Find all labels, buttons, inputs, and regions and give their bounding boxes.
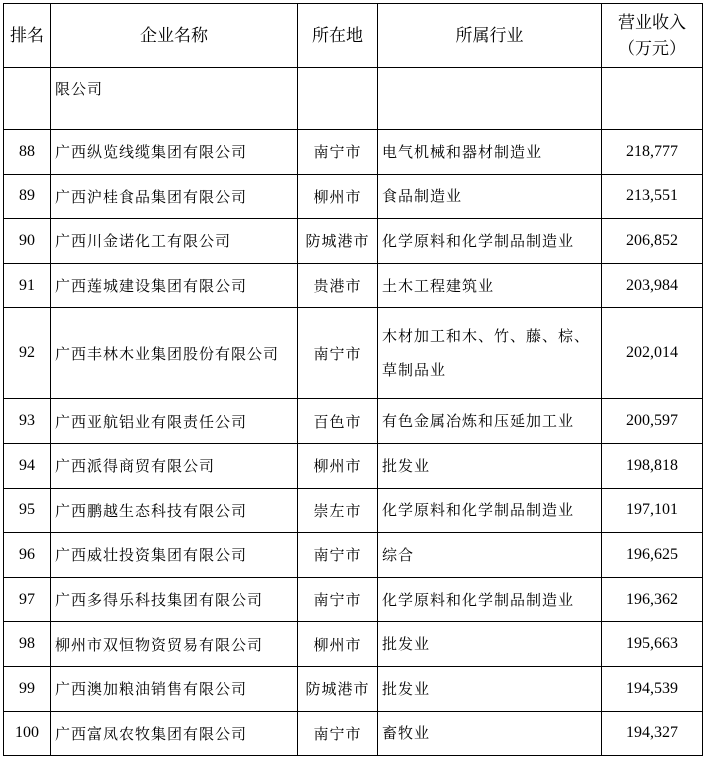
location-cell: 南宁市 (298, 308, 378, 399)
company-name-cell: 广西威壮投资集团有限公司 (51, 533, 298, 578)
revenue-cell: 200,597 (602, 399, 703, 444)
table-row (4, 533, 703, 578)
rank-cell: 90 (4, 219, 51, 264)
revenue-cell: 218,777 (602, 130, 703, 175)
location-cell: 百色市 (298, 399, 378, 444)
industry-cell: 批发业 (378, 622, 602, 667)
location-cell (298, 68, 378, 130)
company-name-cell: 广西纵览线缆集团有限公司 (51, 130, 298, 175)
continuation-row (4, 68, 703, 130)
industry-cell: 木材加工和木、竹、藤、棕、草制品业 (378, 308, 602, 399)
industry-cell (378, 68, 602, 130)
rank-cell: 89 (4, 174, 51, 219)
header-rank: 排名 (4, 4, 51, 68)
table-row (4, 219, 703, 264)
header-revenue (602, 4, 703, 68)
revenue-cell: 194,539 (602, 666, 703, 711)
industry-cell: 综合 (378, 533, 602, 578)
revenue-cell: 198,818 (602, 443, 703, 488)
table-row (4, 488, 703, 533)
rank-cell: 98 (4, 622, 51, 667)
company-name-cell: 广西亚航铝业有限责任公司 (51, 399, 298, 444)
header-revenue-line1: 营业收入 (618, 12, 686, 33)
table-row (4, 308, 703, 399)
industry-cell: 土木工程建筑业 (378, 263, 602, 308)
industry-cell: 化学原料和化学制品制造业 (378, 219, 602, 264)
location-cell: 防城港市 (298, 666, 378, 711)
rank-cell: 92 (4, 308, 51, 399)
revenue-cell: 195,663 (602, 622, 703, 667)
header-industry: 所属行业 (378, 4, 602, 68)
rank-cell: 95 (4, 488, 51, 533)
industry-cell: 批发业 (378, 666, 602, 711)
table-row (4, 130, 703, 175)
rank-cell: 96 (4, 533, 51, 578)
header-revenue-line2: （万元） (618, 38, 686, 59)
company-name-cell: 广西富凤农牧集团有限公司 (51, 711, 298, 756)
enterprise-ranking-table (3, 3, 703, 756)
rank-cell: 94 (4, 443, 51, 488)
location-cell: 柳州市 (298, 174, 378, 219)
revenue-cell: 196,625 (602, 533, 703, 578)
revenue-cell: 196,362 (602, 577, 703, 622)
table-row (4, 443, 703, 488)
company-name-cell: 广西川金诺化工有限公司 (51, 219, 298, 264)
table-row (4, 399, 703, 444)
revenue-cell: 213,551 (602, 174, 703, 219)
location-cell: 南宁市 (298, 711, 378, 756)
table-row (4, 263, 703, 308)
revenue-cell: 206,852 (602, 219, 703, 264)
industry-cell: 批发业 (378, 443, 602, 488)
rank-cell: 93 (4, 399, 51, 444)
revenue-cell: 203,984 (602, 263, 703, 308)
location-cell: 防城港市 (298, 219, 378, 264)
company-name-cell: 柳州市双恒物资贸易有限公司 (51, 622, 298, 667)
location-cell: 南宁市 (298, 533, 378, 578)
location-cell: 贵港市 (298, 263, 378, 308)
table-row (4, 174, 703, 219)
location-cell: 崇左市 (298, 488, 378, 533)
location-cell: 柳州市 (298, 622, 378, 667)
company-name-cell: 限公司 (51, 68, 298, 130)
rank-cell: 100 (4, 711, 51, 756)
rank-cell: 88 (4, 130, 51, 175)
company-name-cell: 广西鹏越生态科技有限公司 (51, 488, 298, 533)
company-name-cell: 广西丰林木业集团股份有限公司 (51, 308, 298, 399)
header-row (4, 4, 703, 68)
table-row (4, 666, 703, 711)
location-cell: 南宁市 (298, 577, 378, 622)
rank-cell: 99 (4, 666, 51, 711)
company-name-cell: 广西澳加粮油销售有限公司 (51, 666, 298, 711)
industry-cell: 食品制造业 (378, 174, 602, 219)
rank-cell (4, 68, 51, 130)
industry-cell: 电气机械和器材制造业 (378, 130, 602, 175)
location-cell: 南宁市 (298, 130, 378, 175)
company-name-cell: 广西派得商贸有限公司 (51, 443, 298, 488)
table-row (4, 711, 703, 756)
company-name-cell: 广西莲城建设集团有限公司 (51, 263, 298, 308)
industry-cell: 化学原料和化学制品制造业 (378, 577, 602, 622)
industry-cell: 畜牧业 (378, 711, 602, 756)
industry-cell: 有色金属冶炼和压延加工业 (378, 399, 602, 444)
company-name-cell: 广西多得乐科技集团有限公司 (51, 577, 298, 622)
revenue-cell: 202,014 (602, 308, 703, 399)
header-location: 所在地 (298, 4, 378, 68)
table-row (4, 622, 703, 667)
industry-cell: 化学原料和化学制品制造业 (378, 488, 602, 533)
revenue-cell: 194,327 (602, 711, 703, 756)
revenue-cell: 197,101 (602, 488, 703, 533)
company-name-cell: 广西沪桂食品集团有限公司 (51, 174, 298, 219)
location-cell: 柳州市 (298, 443, 378, 488)
revenue-cell (602, 68, 703, 130)
table-row (4, 577, 703, 622)
header-name: 企业名称 (51, 4, 298, 68)
rank-cell: 97 (4, 577, 51, 622)
rank-cell: 91 (4, 263, 51, 308)
